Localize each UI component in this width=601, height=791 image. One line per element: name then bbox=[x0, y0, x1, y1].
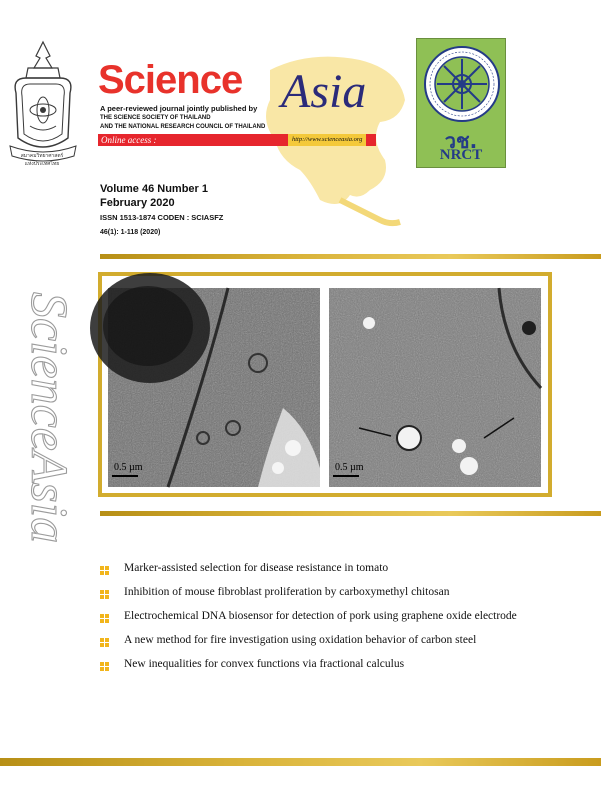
micrograph-left-graphic bbox=[108, 288, 320, 487]
issue-issn: ISSN 1513-1874 CODEN : SCIASFZ bbox=[100, 213, 224, 222]
nrct-emblem-icon bbox=[423, 45, 501, 123]
scale-bar-right bbox=[333, 475, 359, 477]
nrct-logo bbox=[416, 38, 506, 168]
headline-text: A new method for fire investigation using oxidation behavior of carbon steel bbox=[124, 634, 477, 646]
micrograph-right bbox=[329, 288, 541, 487]
issue-date: February 2020 bbox=[100, 197, 175, 209]
brand-tagline-1: A peer-reviewed journal jointly published by bbox=[100, 104, 258, 113]
headline-text: Inhibition of mouse fibroblast proliferation by carboxymethyl chitosan bbox=[124, 586, 450, 598]
issue-pages: 46(1): 1-118 (2020) bbox=[100, 229, 161, 236]
square-bullet-icon bbox=[100, 638, 109, 647]
headline-item[interactable] bbox=[100, 586, 580, 610]
headline-list bbox=[100, 562, 580, 682]
square-bullet-icon bbox=[100, 614, 109, 623]
headline-text: Marker-assisted selection for disease resistance in tomato bbox=[124, 562, 389, 574]
headline-item[interactable] bbox=[100, 562, 580, 586]
square-bullet-icon bbox=[100, 590, 109, 599]
science-society-seal-icon bbox=[8, 38, 78, 168]
headline-text: Electrochemical DNA biosensor for detection of pork using graphene oxide electrode bbox=[124, 610, 517, 622]
micrograph-left bbox=[108, 288, 320, 487]
gold-divider-bottom bbox=[0, 758, 601, 766]
online-access-label: Online access : bbox=[101, 135, 157, 145]
online-access-url[interactable]: http://www.scienceasia.org bbox=[288, 134, 366, 146]
vertical-title-text: ScienceAsia bbox=[20, 292, 77, 544]
brand-science-word: Science bbox=[98, 58, 243, 102]
issue-volume: Volume 46 Number 1 bbox=[100, 183, 208, 195]
vertical-title bbox=[18, 288, 77, 588]
brand-tagline-3: AND THE NATIONAL RESEARCH COUNCIL OF THAILAND bbox=[100, 124, 266, 130]
square-bullet-icon bbox=[100, 566, 109, 575]
seal-caption-line-1: สมาคมวิทยาศาสตร์ bbox=[20, 153, 64, 159]
nrct-label: NRCT bbox=[439, 147, 483, 163]
micrograph-right-graphic bbox=[329, 288, 541, 487]
brand-tagline-2: THE SCIENCE SOCIETY OF THAILAND bbox=[100, 115, 211, 121]
headline-item[interactable] bbox=[100, 634, 580, 658]
cover-image-frame bbox=[98, 272, 552, 497]
journal-brand bbox=[98, 58, 398, 148]
scale-bar-left bbox=[112, 475, 138, 477]
scale-label-right: 0.5 µm bbox=[335, 462, 364, 473]
issue-info bbox=[100, 182, 223, 239]
headline-text: New inequalities for convex functions via fractional calculus bbox=[124, 658, 405, 670]
scale-label-left: 0.5 µm bbox=[114, 462, 143, 473]
gold-divider-middle bbox=[100, 511, 601, 516]
square-bullet-icon bbox=[100, 662, 109, 671]
headline-item[interactable] bbox=[100, 610, 580, 634]
brand-asia-word: Asia bbox=[281, 65, 367, 118]
headline-item[interactable] bbox=[100, 658, 580, 682]
seal-caption-line-2: แห่งประเทศไทย bbox=[24, 161, 60, 167]
seal-caption bbox=[8, 152, 76, 168]
nrct-thai-abbrev: วช. bbox=[444, 129, 478, 153]
gold-divider-top bbox=[100, 254, 601, 259]
online-access-bar bbox=[98, 134, 376, 146]
